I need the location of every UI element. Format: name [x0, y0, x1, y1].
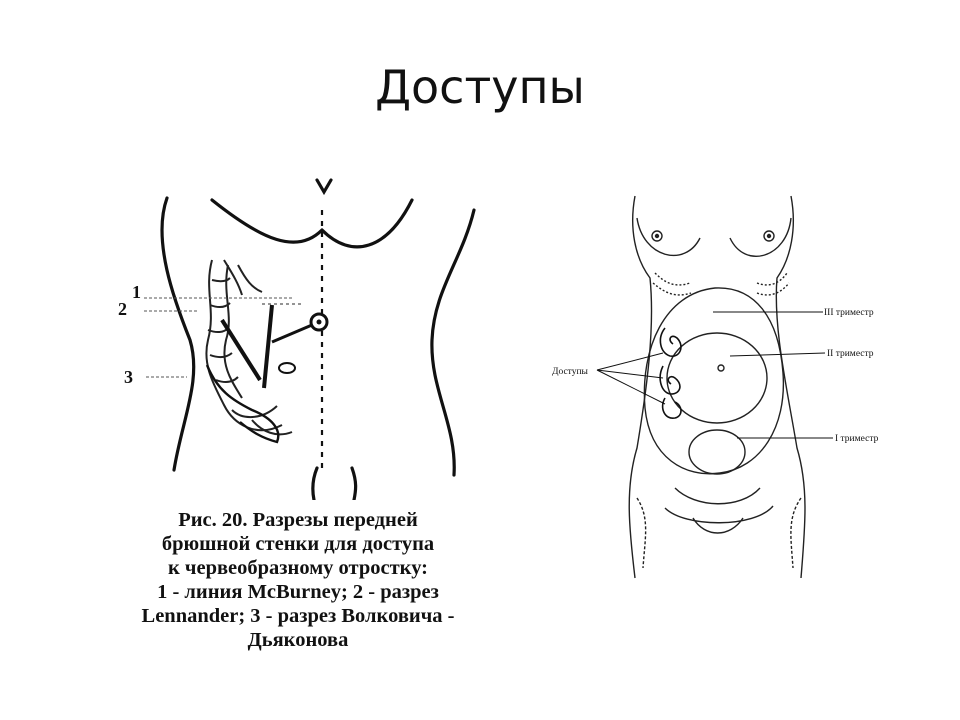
- groin-line-left: [313, 468, 317, 500]
- body-left-contour: [629, 196, 651, 578]
- breast-right: [730, 218, 791, 256]
- xiphoid: [317, 180, 331, 192]
- uterus-trimester-3: [644, 288, 783, 474]
- groin-line-right: [352, 468, 356, 500]
- label-2: 2: [118, 299, 127, 319]
- caption-line: Lennander; 3 - разрез Волковича -: [141, 605, 455, 627]
- label-3: 3: [124, 367, 133, 387]
- costal-arch: [212, 200, 412, 247]
- torso-right-contour: [432, 210, 474, 475]
- breast-left: [637, 218, 700, 255]
- label-trimester-2: II триместр: [827, 349, 874, 359]
- uterus-trimester-1: [689, 430, 745, 474]
- caption-line: Дьяконова: [247, 629, 349, 651]
- caption-line: Рис. 20. Разрезы передней: [178, 509, 418, 531]
- appendix-positions: [660, 328, 681, 418]
- label-access: Доступы: [552, 367, 588, 377]
- uterus-trimester-2: [667, 333, 767, 423]
- caption-line: к червеобразному отростку:: [167, 557, 428, 579]
- pregnancy-access-figure: [525, 188, 897, 608]
- label-trimester-1: I триместр: [835, 434, 879, 444]
- caption-line: 1 - линия McBurney; 2 - разрез: [157, 581, 439, 603]
- slide-title: Доступы: [375, 60, 585, 114]
- pelvis: [665, 488, 773, 533]
- abdomen-incisions-figure: [112, 170, 484, 500]
- label-trimester-3: III триместр: [824, 308, 874, 318]
- torso-left-contour: [162, 198, 194, 470]
- caption-line: брюшной стенки для доступа: [161, 533, 435, 555]
- body-right-contour: [776, 196, 805, 578]
- figure-caption: [112, 508, 484, 652]
- label-1: 1: [132, 282, 141, 302]
- lennander-incision: [264, 305, 272, 388]
